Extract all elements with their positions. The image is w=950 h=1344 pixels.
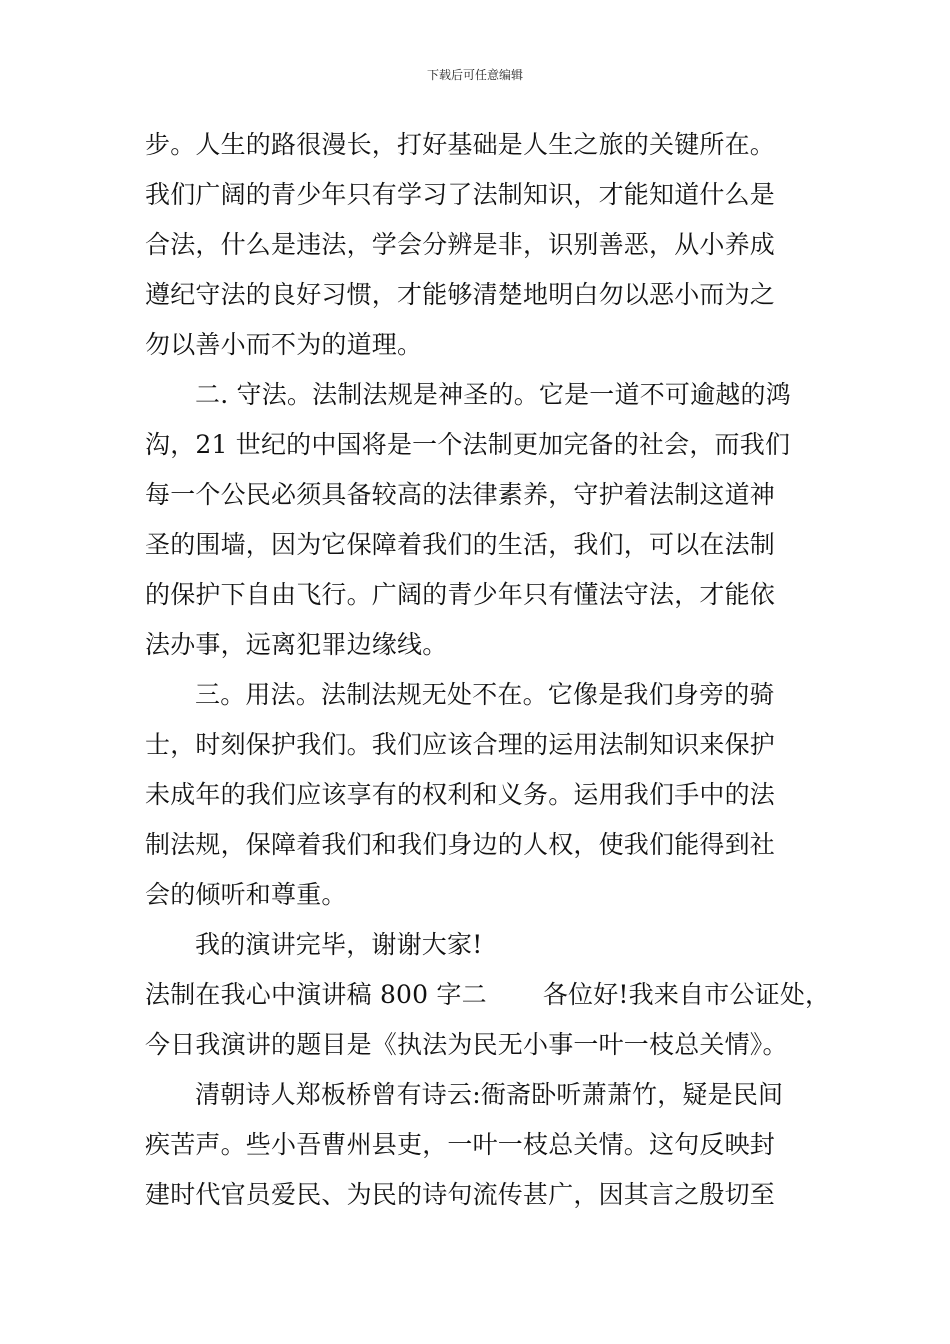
text-line: 建时代官员爱民、为民的诗句流传甚广，因其言之殷切至 — [145, 1180, 776, 1209]
text-line: 疾苦声。些小吾曹州县吏，一叶一枝总关情。这句反映封 — [145, 1130, 776, 1159]
text-line: 今日我演讲的题目是《执法为民无小事一叶一枝总关情》。 — [145, 1030, 788, 1059]
text-line: 我们广阔的青少年只有学习了法制知识，才能知道什么是 — [145, 180, 776, 209]
closing-line: 我的演讲完毕，谢谢大家! — [195, 930, 483, 959]
text-line: 步。人生的路很漫长，打好基础是人生之旅的关键所在。 — [145, 130, 776, 159]
text-line: 每一个公民必须具备较高的法律素养，守护着法制这道神 — [145, 480, 776, 509]
text-line: 沟，21 世纪的中国将是一个法制更加完备的社会，而我们 — [145, 430, 791, 459]
section-title-continuation: 各位好!我来自市公证处， — [542, 980, 831, 1009]
paragraph-start-line: 二. 守法。法制法规是神圣的。它是一道不可逾越的鸿 — [195, 380, 791, 409]
text-line: 未成年的我们应该享有的权利和义务。运用我们手中的法 — [145, 780, 776, 809]
text-line: 士，时刻保护我们。我们应该合理的运用法制知识来保护 — [145, 730, 776, 759]
paragraph-start-line: 三。用法。法制法规无处不在。它像是我们身旁的骑 — [195, 680, 775, 709]
section-title: 法制在我心中演讲稿 800 字二 — [145, 980, 487, 1009]
page-header: 下载后可任意编辑 — [426, 68, 523, 82]
section-title-line — [145, 970, 831, 1020]
text-line: 勿以善小而不为的道理。 — [145, 330, 423, 359]
text-line: 圣的围墙，因为它保障着我们的生活，我们，可以在法制 — [145, 530, 776, 559]
text-line: 合法，什么是违法，学会分辨是非，识别善恶，从小养成 — [145, 230, 776, 259]
paragraph-start-line: 清朝诗人郑板桥曾有诗云:衙斋卧听萧萧竹，疑是民间 — [195, 1080, 784, 1109]
text-line: 法办事，远离犯罪边缘线。 — [145, 630, 448, 659]
text-line: 制法规，保障着我们和我们身边的人权，使我们能得到社 — [145, 830, 776, 859]
text-line: 遵纪守法的良好习惯，才能够清楚地明白勿以恶小而为之 — [145, 280, 776, 309]
text-line: 的保护下自由飞行。广阔的青少年只有懂法守法，才能依 — [145, 580, 776, 609]
document-body — [145, 120, 831, 1220]
text-line: 会的倾听和尊重。 — [145, 880, 347, 909]
